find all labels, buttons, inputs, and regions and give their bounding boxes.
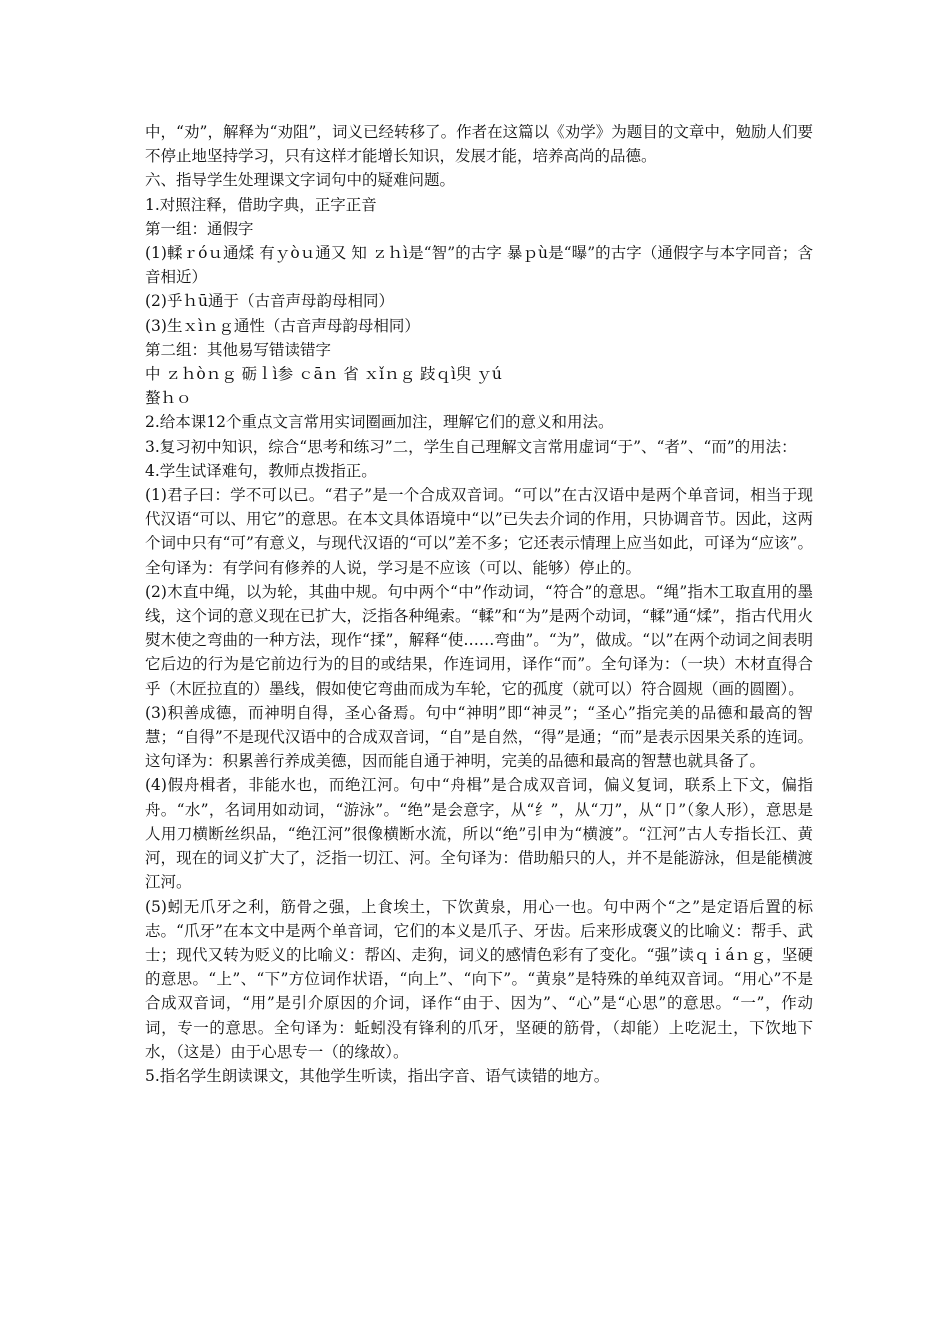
paragraph: 3.复习初中知识，综合“思考和练习”二，学生自己理解文言常用虚词“于”、“者”、“而”的用法： [145,437,797,456]
paragraph: 1.对照注释，借助字典，正字正音 [145,195,377,214]
paragraph: 螯ｈｏ [145,389,192,408]
paragraph: 第一组：通假字 [145,219,254,238]
paragraph: (1)君子曰：学不可以已。“君子”是一个合成双音词。“可以”在古汉语中是两个单音词，相当于现代汉语“可以、用它”的意思。在本文具体语境中“以”已失去介词的作用，只协调音节。因此，这两个词中只有“可”有意义，与现代汉语的“可以”差不多；它还表示情理上应当如此，可译为“应该”。全句译为：有学问有修养的人说，学习是不应该（可以、能够）停止的。 [145,486,813,577]
paragraph: 5.指名学生朗读课文，其他学生听读，指出字音、语气读错的地方。 [145,1066,610,1085]
paragraph: 中 ｚｈòｎｇ 砺ｌì参 ｃāｎ 省 ｘǐｎｇ 跂ｑì臾 ｙú [145,365,502,384]
paragraph: (3)生ｘìｎｇ通性（古音声母韵母相同） [145,316,420,335]
paragraph: 4.学生试译难句，教师点拨指正。 [145,461,377,480]
paragraph: (2)木直中绳，以为轮，其曲中规。句中两个“中”作动词，“符合”的意思。“绳”指木工取直用的墨线，这个词的意义现在已扩大，泛指各种绳索。“輮”和“为”是两个动词，“輮”通“煣”，指古代用火熨木使之弯曲的一种方法，现作“揉”，解释“使……弯曲”。“为”，做成。“以”在两个动词之间表明它后边的行为是它前边行为的目的或结果，作连词用，译作“而”。全句译为：（一块）木材直得合乎（木匠拉直的）墨线，假如使它弯曲而成为车轮，它的孤度（就可以）符合圆规（画的圆圈）。 [145,582,813,698]
paragraph: (3)积善成德，而神明自得，圣心备焉。句中“神明”即“神灵”；“圣心”指完美的品德和最高的智慧；“自得”不是现代汉语中的合成双音词，“自”是自然，“得”是通；“而”是表示因果关系的连词。这句译为：积累善行养成美德，因而能自通于神明，完美的品德和最高的智慧也就具备了。 [145,703,813,771]
paragraph: 中，“劝”，解释为“劝阻”，词义已经转移了。作者在这篇以《劝学》为题目的文章中，勉励人们要不停止地坚持学习，只有这样才能增长知识，发展才能，培养高尚的品德。 [145,123,813,166]
paragraph: (5)蚓无爪牙之利，筋骨之强，上食埃土，下饮黄泉，用心一也。句中两个“之”是定语后置的标志。“爪牙”在本文中是两个单音词，它们的本义是爪子、牙齿。后来形成褒义的比喻义：帮手、武士；现代又转为贬义的比喻义：帮凶、走狗，词义的感情色彩有了变化。“强”读ｑｉáｎｇ，坚硬的意思。“上”、“下”方位词作状语，“向上”、“向下”。“黄泉”是特殊的单纯双音词。“用心”不是合成双音词，“用”是引介原因的介词，译作“由于、因为”、“心”是“心思”的意思。“一”，作动词，专一的意思。全句译为：蚯蚓没有锋利的爪牙，坚硬的筋骨，（却能）上吃泥土，下饮地下水，（这是）由于心思专一（的缘故）。 [145,897,813,1061]
document-body [145,120,813,1088]
paragraph: (1)輮ｒóｕ通煣 有ｙòｕ通又 知 ｚｈì是“智”的古字 暴ｐù是“曝”的古字（通假字与本字同音；含音相近） [145,244,813,287]
paragraph: 2.给本课12个重点文言常用实词圈画加注，理解它们的意义和用法。 [145,413,614,432]
paragraph: (4)假舟楫者，非能水也，而绝江河。句中“舟楫”是合成双音词，偏义复词，联系上下文，偏指舟。“水”，名词用如动词，“游泳”。“绝”是会意字，从“纟”，从“刀”，从“卩”（象人形），意思是人用刀横断丝织品，“绝江河”很像横断水流，所以“绝”引申为“横渡”。“江河”古人专指长江、黄河，现在的词义扩大了，泛指一切江、河。全句译为：借助船只的人，并不是能游泳，但是能横渡江河。 [145,776,813,892]
paragraph: (2)乎ｈū通于（古音声母韵母相同） [145,292,394,311]
paragraph: 第二组：其他易写错读错字 [145,340,332,359]
section-heading: 六、指导学生处理课文字词句中的疑难问题。 [145,171,456,190]
